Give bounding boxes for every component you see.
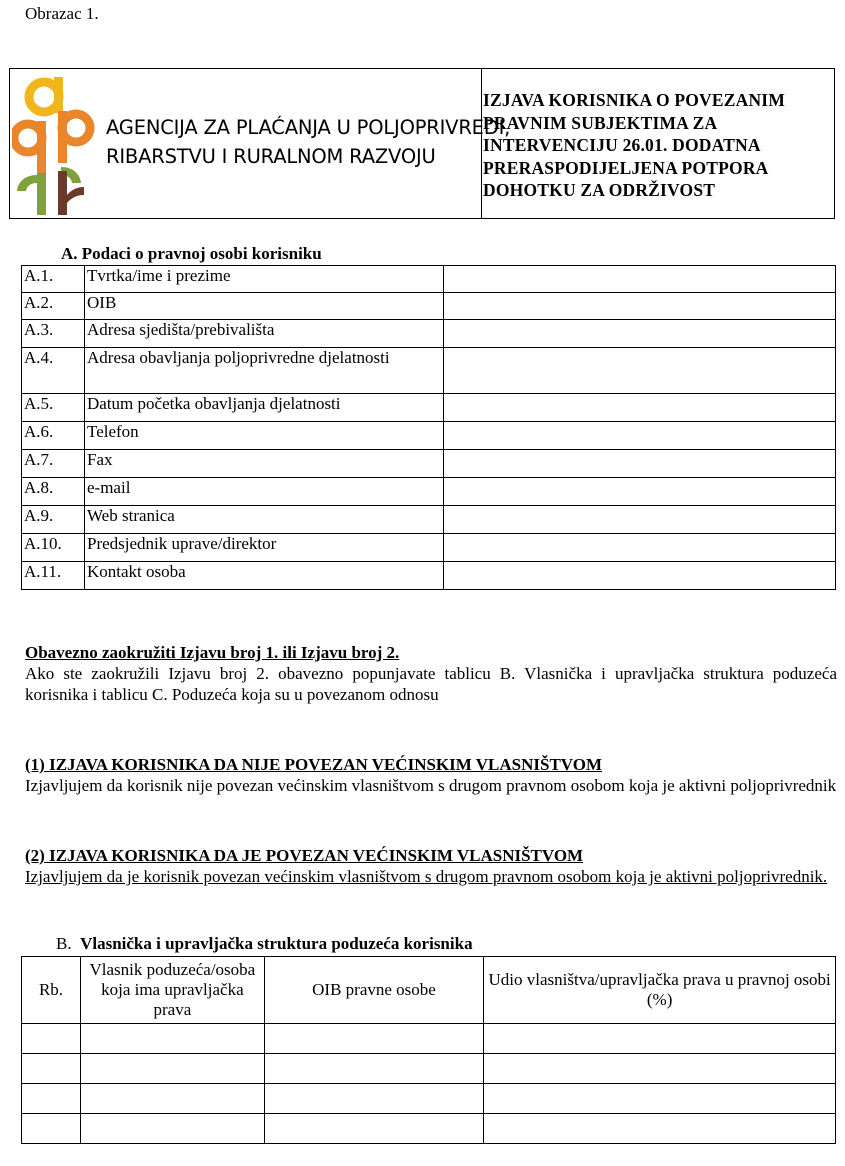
row-label: Adresa sjedišta/prebivališta — [85, 320, 444, 348]
statement-2-heading: (2) IZJAVA KORISNIKA DA JE POVEZAN VEĆINSKIM VLASNIŠTVOM — [25, 846, 584, 865]
table-cell-field[interactable] — [264, 1054, 484, 1084]
section-a-row — [22, 534, 836, 562]
row-number: A.5. — [22, 394, 85, 422]
section-a-row — [22, 293, 836, 320]
statement-1-heading: (1) IZJAVA KORISNIKA DA NIJE POVEZAN VEĆINSKIM VLASNIŠTVOM — [25, 755, 602, 774]
row-number: A.7. — [22, 450, 85, 478]
section-b-row — [22, 1054, 836, 1084]
row-value-field[interactable] — [444, 422, 836, 450]
row-value-field[interactable] — [444, 394, 836, 422]
section-a-row — [22, 320, 836, 348]
section-b-heading: Vlasnička i upravljačka struktura poduzeća korisnika — [80, 934, 473, 953]
row-number: A.3. — [22, 320, 85, 348]
row-label: e-mail — [85, 478, 444, 506]
column-header: OIB pravne osobe — [264, 957, 484, 1024]
statement-1-text: Izjavljujem da korisnik nije povezan većinskim vlasništvom s drugom pravnom osobom koja je aktivni poljoprivrednik — [25, 776, 837, 795]
section-a-row — [22, 450, 836, 478]
table-cell-field[interactable] — [484, 1024, 836, 1054]
section-b-letter: B. — [56, 934, 72, 953]
agency-name — [106, 113, 510, 171]
section-a-row — [22, 562, 836, 590]
form-label: Obrazac 1. — [25, 4, 99, 23]
table-cell-field[interactable] — [264, 1084, 484, 1114]
row-value-field[interactable] — [444, 450, 836, 478]
table-cell-field[interactable] — [81, 1024, 265, 1054]
row-number: A.10. — [22, 534, 85, 562]
row-value-field[interactable] — [444, 506, 836, 534]
row-number: A.11. — [22, 562, 85, 590]
row-label: Web stranica — [85, 506, 444, 534]
section-b-header-row — [22, 957, 836, 1024]
column-header: Vlasnik poduzeća/osoba koja ima upravljačka prava — [81, 957, 265, 1024]
row-label: Telefon — [85, 422, 444, 450]
instructions-text: Ako ste zaokružili Izjavu broj 2. obavezno popunjavate tablicu B. Vlasnička i upravljačka struktura poduzeća korisnika i tablicu C. Poduzeća koja su u povezanom odnosu — [25, 664, 837, 704]
section-b-row — [22, 1084, 836, 1114]
section-a-row — [22, 348, 836, 394]
table-cell-field[interactable] — [81, 1084, 265, 1114]
section-a-row — [22, 422, 836, 450]
row-value-field[interactable] — [444, 534, 836, 562]
header-box — [9, 68, 835, 219]
section-a-row — [22, 266, 836, 293]
row-number: A.8. — [22, 478, 85, 506]
row-value-field[interactable] — [444, 348, 836, 394]
row-number: A.2. — [22, 293, 85, 320]
table-cell-field[interactable] — [22, 1024, 81, 1054]
row-value-field[interactable] — [444, 293, 836, 320]
statement-2[interactable] — [25, 845, 837, 887]
table-cell-field[interactable] — [81, 1114, 265, 1144]
table-cell-field[interactable] — [264, 1114, 484, 1144]
column-header: Rb. — [22, 957, 81, 1024]
row-value-field[interactable] — [444, 320, 836, 348]
table-cell-field[interactable] — [22, 1054, 81, 1084]
table-cell-field[interactable] — [81, 1054, 265, 1084]
row-number: A.9. — [22, 506, 85, 534]
section-b-row — [22, 1114, 836, 1144]
statement-2-text: Izjavljujem da je korisnik povezan većinskim vlasništvom s drugom pravnom osobom koja je aktivni poljoprivrednik. — [25, 867, 828, 886]
table-cell-field[interactable] — [484, 1084, 836, 1114]
section-a-table — [21, 265, 836, 590]
instructions — [25, 642, 837, 705]
row-label: Adresa obavljanja poljoprivredne djelatnosti — [85, 348, 444, 394]
row-label: Datum početka obavljanja djelatnosti — [85, 394, 444, 422]
row-label: Fax — [85, 450, 444, 478]
document-title: IZJAVA KORISNIKA O POVEZANIM PRAVNIM SUBJEKTIMA ZA INTERVENCIJU 26.01. DODATNA PRERASPODIJELJENA POTPORA DOHOTKU ZA ODRŽIVOST — [483, 90, 786, 200]
row-value-field[interactable] — [444, 266, 836, 293]
section-a-row — [22, 478, 836, 506]
row-label: Tvrtka/ime i prezime — [85, 266, 444, 293]
section-b-row — [22, 1024, 836, 1054]
section-a-row — [22, 394, 836, 422]
column-header: Udio vlasništva/upravljačka prava u pravnoj osobi (%) — [484, 957, 836, 1024]
section-b-title — [56, 934, 473, 954]
section-a-title: A. Podaci o pravnoj osobi korisniku — [61, 244, 322, 263]
agency-line2: RIBARSTVU I RURALNOM RAZVOJU — [106, 145, 436, 168]
row-label: OIB — [85, 293, 444, 320]
row-number: A.1. — [22, 266, 85, 293]
table-cell-field[interactable] — [264, 1024, 484, 1054]
row-number: A.4. — [22, 348, 85, 394]
section-b-table — [21, 956, 836, 1144]
table-cell-field[interactable] — [22, 1114, 81, 1144]
agency-line1: AGENCIJA ZA PLAĆANJA U POLJOPRIVREDI, — [106, 116, 511, 139]
row-number: A.6. — [22, 422, 85, 450]
row-value-field[interactable] — [444, 478, 836, 506]
table-cell-field[interactable] — [22, 1084, 81, 1114]
table-cell-field[interactable] — [484, 1054, 836, 1084]
row-label: Kontakt osoba — [85, 562, 444, 590]
table-cell-field[interactable] — [484, 1114, 836, 1144]
apprrr-logo — [12, 71, 104, 217]
row-label: Predsjednik uprave/direktor — [85, 534, 444, 562]
statement-1[interactable] — [25, 754, 837, 796]
instructions-heading: Obavezno zaokružiti Izjavu broj 1. ili Izjavu broj 2. — [25, 643, 400, 662]
section-a-row — [22, 506, 836, 534]
row-value-field[interactable] — [444, 562, 836, 590]
